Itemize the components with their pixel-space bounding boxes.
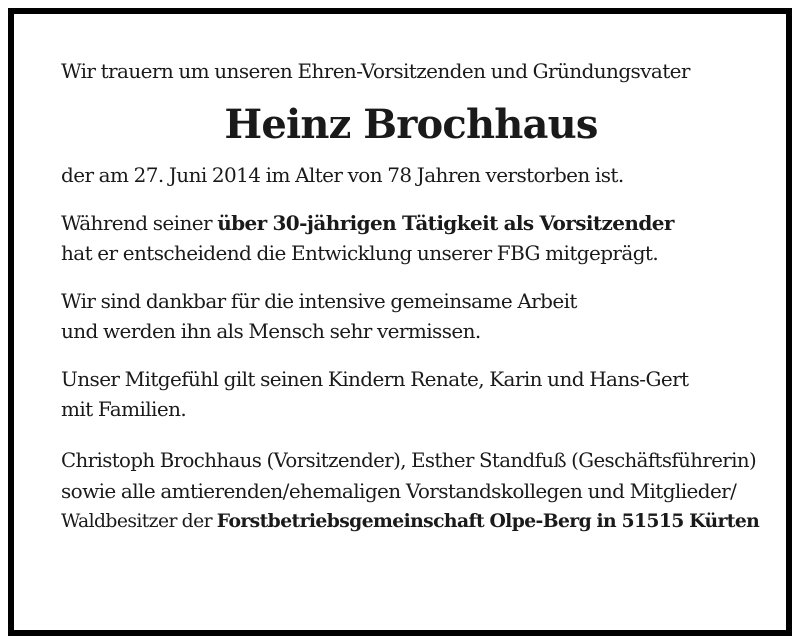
sympathy-line-1: Unser Mitgefühl gilt seinen Kindern Renate, Karin und Hans-Gert [61, 367, 689, 391]
notice-content [61, 56, 761, 537]
sympathy-line-2: mit Familien. [61, 397, 187, 421]
notice-frame [8, 8, 792, 636]
death-line: der am 27. Juni 2014 im Alter von 78 Jahren verstorben ist. [61, 163, 624, 187]
signature-block [61, 446, 761, 537]
deceased-name: Heinz Brochhaus [224, 101, 598, 148]
tenure-line-2: hat er entscheidend die Entwicklung unserer FBG mitgeprägt. [61, 241, 659, 265]
signature-line-1: Christoph Brochhaus (Vorsitzender), Esther Standfuß (Geschäftsführerin) [61, 449, 757, 472]
tenure-line-1 [61, 208, 761, 238]
gratitude-line-2: und werden ihn als Mensch sehr vermissen. [61, 319, 481, 343]
tenure-paragraph [61, 208, 761, 268]
tenure-emphasis: über 30-jährigen Tätigkeit als Vorsitzender [217, 211, 674, 235]
gratitude-line-1: Wir sind dankbar für die intensive gemeinsame Arbeit [61, 289, 577, 313]
tenure-prefix: Während seiner [61, 211, 218, 235]
gratitude-paragraph [61, 286, 761, 346]
organization-name: Forstbetriebsgemeinschaft Olpe-Berg in 51515 Kürten [216, 510, 760, 532]
signature-line-3 [61, 506, 761, 537]
intro-line: Wir trauern um unseren Ehren-Vorsitzenden und Gründungsvater [61, 59, 690, 83]
signature-prefix: Waldbesitzer der [61, 511, 217, 532]
sympathy-paragraph [61, 364, 761, 424]
signature-line-2: sowie alle amtierenden/ehemaligen Vorstandskollegen und Mitglieder/ [61, 479, 737, 503]
